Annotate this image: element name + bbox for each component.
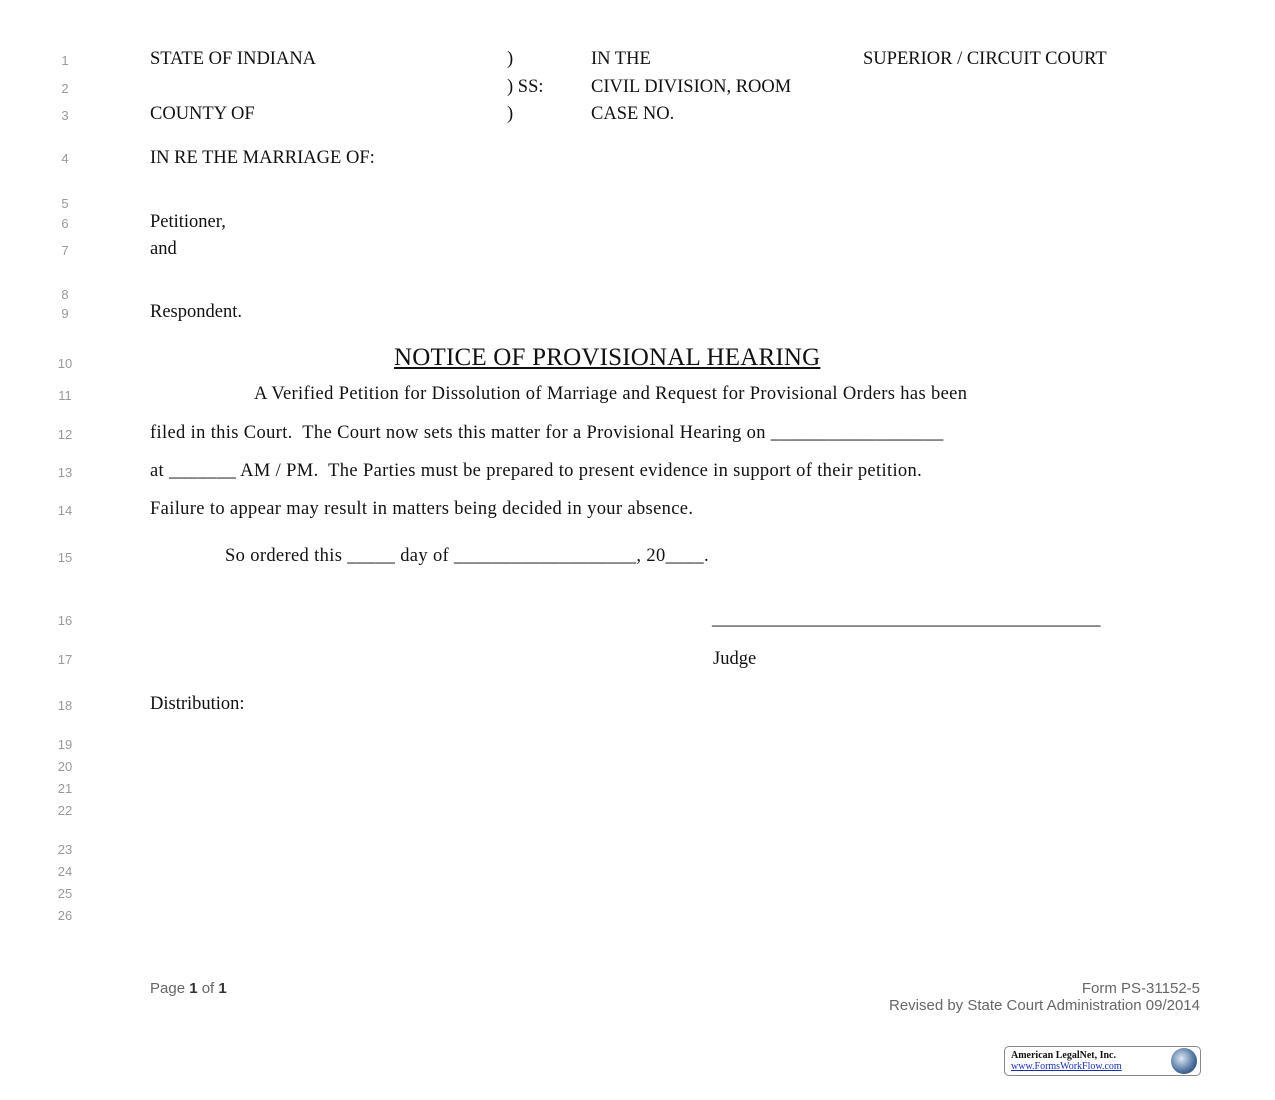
line-number: 7 [61,243,69,258]
line-number: 13 [57,465,73,480]
line-number: 3 [61,108,69,123]
line-number: 15 [57,550,73,565]
line-number: 20 [57,759,73,774]
form-number: Form PS-31152-5 [1081,980,1200,997]
line-number: 16 [57,613,73,628]
logo-url-link[interactable]: www.FormsWorkFlow.com [1011,1061,1122,1072]
paren: ) [507,104,514,124]
distribution-label: Distribution: [150,694,245,714]
line-number: 9 [61,306,69,321]
line-number: 24 [57,864,73,879]
marriage-heading: IN RE THE MARRIAGE OF: [150,148,375,168]
county-label: COUNTY OF [150,104,255,124]
line-number: 6 [61,216,69,231]
american-legalnet-logo[interactable] [1004,1046,1201,1076]
in-the-label: IN THE [591,49,651,69]
logo-name: American LegalNet, Inc. [1011,1050,1116,1061]
line-number: 26 [57,908,73,923]
globe-icon [1171,1048,1197,1074]
body-line: A Verified Petition for Dissolution of Marriage and Request for Provisional Orders has been [254,384,968,404]
line-number: 5 [61,196,69,211]
body-line: at _______ AM / PM. The Parties must be prepared to present evidence in support of their petition. [150,461,923,481]
line-number: 25 [57,886,73,901]
line-number: 14 [57,503,73,518]
case-no-label: CASE NO. [591,104,675,124]
line-number: 2 [61,81,69,96]
body-line: Failure to appear may result in matters being decided in your absence. [150,499,694,519]
line-number: 11 [58,388,72,403]
petitioner-label: Petitioner, [150,212,226,232]
judge-label: Judge [713,649,757,669]
so-ordered-line: So ordered this _____ day of ___________________, 20____. [225,546,709,566]
page-number: 1 [189,980,198,997]
line-number: 17 [57,652,73,667]
line-number: 18 [57,698,73,713]
document-title: NOTICE OF PROVISIONAL HEARING [394,344,821,371]
state-label: STATE OF INDIANA [150,49,317,69]
paren: ) [507,49,514,69]
line-number: 23 [57,842,73,857]
body-line: filed in this Court. The Court now sets this matter for a Provisional Hearing on __________________ [150,423,944,443]
line-number: 8 [61,287,69,302]
page-of: of [197,980,219,997]
line-number: 4 [61,151,69,166]
line-number: 22 [57,803,73,818]
ss-label: ) SS: [507,77,544,97]
and-label: and [150,239,177,259]
line-number: 1 [61,53,69,68]
line-number: 19 [57,737,73,752]
judge-signature-line: __________________________________________ [712,609,1101,629]
line-number: 12 [57,427,73,442]
court-label: SUPERIOR / CIRCUIT COURT [863,49,1107,69]
page-total: 1 [218,980,227,997]
revised-note: Revised by State Court Administration 09/2014 [888,997,1200,1014]
page-indicator [150,980,227,997]
page-prefix: Page [150,980,190,997]
civil-division-label: CIVIL DIVISION, ROOM [591,77,792,97]
line-number: 10 [57,356,73,371]
line-number: 21 [57,781,73,796]
respondent-label: Respondent. [150,302,242,322]
